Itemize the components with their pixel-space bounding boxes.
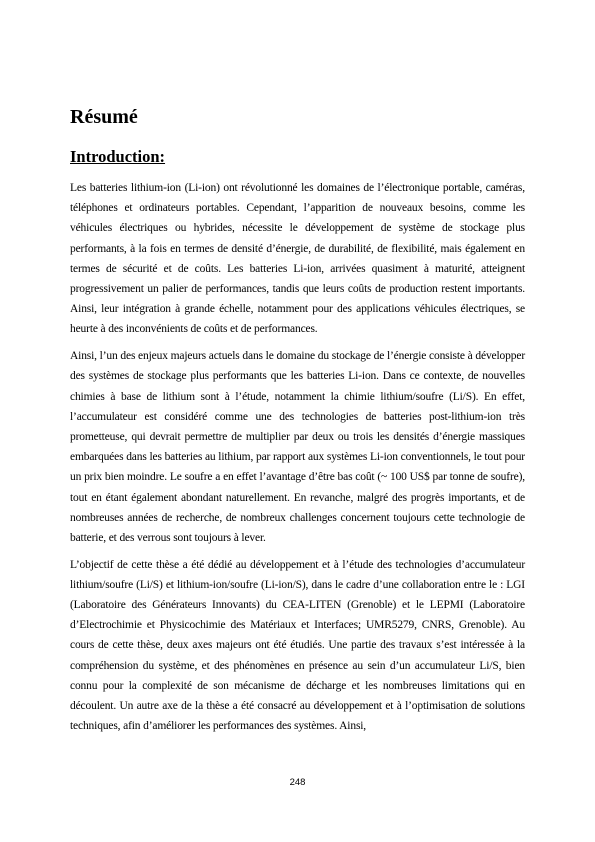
body-text bbox=[70, 178, 525, 743]
paragraph-1: Les batteries lithium-ion (Li-ion) ont révolutionné les domaines de l’électronique portable, caméras, téléphones et ordinateurs portables. Cependant, l’apparition de nouveaux besoins, comme les véhicules électriques ou hybrides, nécessite le développement de système de stockage plus performants, à la fois en termes de densité d’énergie, de durabilité, de flexibilité, mais également en termes de sécurité et de coûts. Les batteries Li-ion, arrivées quasiment à maturité, atteignent progressivement un palier de performances, tandis que leurs coûts de production restent importants. Ainsi, leur intégration à grande échelle, notamment pour des applications véhicules électriques, se heurte à des inconvénients de coûts et de performances. bbox=[70, 182, 525, 336]
page-number: 248 bbox=[289, 777, 306, 788]
paragraph-2: Ainsi, l’un des enjeux majeurs actuels dans le domaine du stockage de l’énergie consiste à développer des systèmes de stockage plus performants que les batteries Li-ion. Dans ce contexte, de nouvelles chimies à base de lithium sont à l’étude, notamment la chimie lithium/soufre (Li/S). En effet, l’accumulateur est considéré comme une des technologies de batteries post-lithium-ion très prometteuse, qui devrait permettre de multiplier par deux ou trois les densités d’énergie massiques embarquées dans les batteries au lithium, par rapport aux systèmes Li-ion conventionnels, le tout pour un prix bien moindre. Le soufre a en effet l’avantage d’être bas coût (~ 100 US$ par tonne de soufre), tout en étant également abondant naturellement. En revanche, malgré des progrès importants, et de nombreuses années de recherche, de nombreux challenges concernent toujours cette technologie de batterie, et des verrous sont toujours à lever. bbox=[70, 350, 525, 544]
paragraph-3: L’objectif de cette thèse a été dédié au développement et à l’étude des technologies d’accumulateur lithium/soufre (Li/S) et lithium-ion/soufre (Li-ion/S), dans le cadre d’une collaboration entre le : LGI (Laboratoire des Générateurs Innovants) du CEA-LITEN (Grenoble) et le LEPMI (Laboratoire d’Electrochimie et Physicochimie des Matériaux et Interfaces; UMR5279, CNRS, Grenoble). Au cours de cette thèse, deux axes majeurs ont été étudiés. Une partie des travaux s’est intéressée à la compréhension du système, et des phénomènes en présence au sein d’un accumulateur Li/S, bien connu pour la complexité de son mécanisme de décharge et les nombreuses limitations qui en découlent. Un autre axe de la thèse a été consacré au développement et à l’optimisation de solutions techniques, afin d’améliorer les performances des systèmes. Ainsi, bbox=[70, 558, 525, 733]
section-heading-introduction: Introduction: bbox=[70, 147, 166, 166]
page-title: Résumé bbox=[70, 106, 138, 128]
